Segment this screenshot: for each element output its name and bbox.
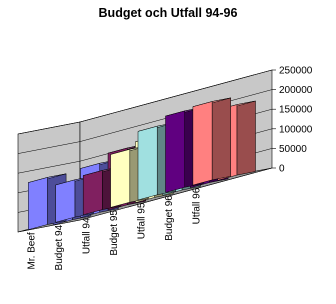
category-label: Budget 96 xyxy=(163,195,175,241)
bar xyxy=(138,126,157,200)
bar xyxy=(28,177,47,229)
chart-title: Budget och Utfall 94-96 xyxy=(98,6,238,20)
category-label: Budget 95 xyxy=(109,210,120,256)
category-label: Budget 94 xyxy=(54,224,66,271)
y-tick-label: 200000 xyxy=(279,85,313,97)
bar xyxy=(56,180,75,223)
y-tick-label: 150000 xyxy=(279,104,313,116)
category-label: Utfall 94 xyxy=(81,217,93,255)
bar-side xyxy=(212,98,231,180)
bar xyxy=(83,170,102,214)
y-tick-label: 50000 xyxy=(279,143,307,155)
category-label: Utfall 96 xyxy=(191,187,203,225)
category-label: Utfall 95 xyxy=(136,202,148,240)
y-tick-label: 100000 xyxy=(279,124,313,136)
bar xyxy=(166,111,185,193)
bar xyxy=(193,102,212,186)
bar-side xyxy=(237,101,256,175)
y-tick-label: 0 xyxy=(279,163,285,175)
bar xyxy=(111,149,130,207)
category-label: Mr. Beef xyxy=(26,232,38,270)
y-tick-label: 250000 xyxy=(279,65,313,77)
